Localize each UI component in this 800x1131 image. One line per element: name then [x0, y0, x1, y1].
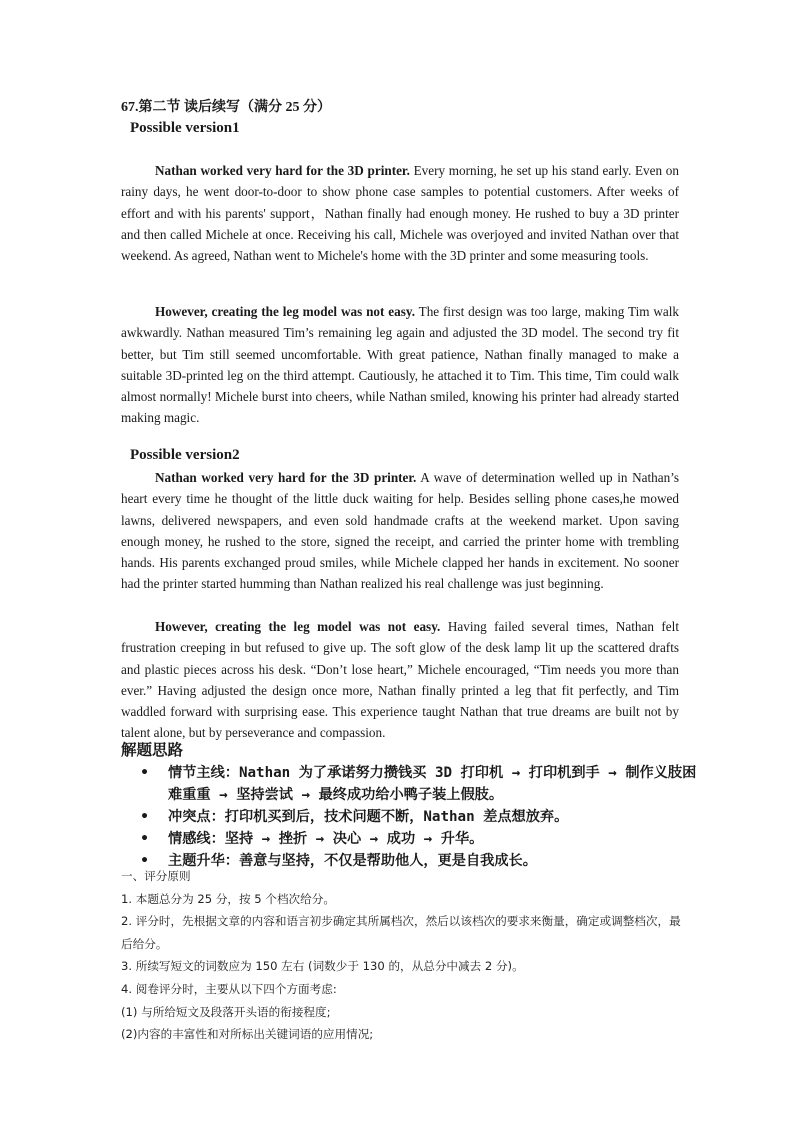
- analysis-list: [140, 762, 700, 872]
- analysis-point: • 主题升华：善意与坚持，不仅是帮助他人，更是自我成长。: [140, 850, 700, 872]
- version2-paragraph-1: [121, 467, 679, 595]
- analysis-point: • 情节主线：Nathan 为了承诺努力攒钱买 3D 打印机 → 打印机到手 → 制作义肢困难重重 → 坚持尝试 → 最终成功给小鸭子装上假肢。: [140, 762, 700, 806]
- version2-paragraph-2: [121, 616, 679, 744]
- scoring-item: 4. 阅卷评分时，主要从以下四个方面考虑:: [121, 981, 337, 996]
- paragraph-lead: However, creating the leg model was not easy.: [155, 304, 416, 319]
- version1-paragraph-1: [121, 160, 679, 266]
- analysis-point: • 情感线：坚持 → 挫折 → 决心 → 成功 → 升华。: [140, 828, 700, 850]
- scoring-item: (2)内容的丰富性和对所标出关键词语的应用情况;: [121, 1027, 374, 1042]
- scoring-item: 3. 所续写短文的词数应为 150 左右 (词数少于 130 的，从总分中减去 2 分)。: [121, 959, 524, 974]
- version2-title: Possible version2: [130, 447, 240, 463]
- section-title: 67.第二节 读后续写（满分 25 分）: [121, 100, 331, 115]
- scoring-section: [121, 865, 681, 1046]
- paragraph-lead: Nathan worked very hard for the 3D printer.: [155, 163, 410, 178]
- scoring-heading: 一、评分原则: [121, 869, 191, 883]
- analysis-point: • 冲突点：打印机买到后，技术问题不断，Nathan 差点想放弃。: [140, 806, 700, 828]
- version1-title: Possible version1: [130, 120, 240, 136]
- paragraph-text: The first design was too large, making Tim walk awkwardly. Nathan measured Tim’s remaining leg again and adjusted the 3D model. The second try fit better, but Tim still seemed uncomfortable. With great patience, Nathan finally managed to make a suitable 3D-printed leg on the third attempt. Cautiously, he attached it to Tim. This time, Tim could walk almost normally! Michele burst into cheers, while Nathan smiled, knowing his printer had already started making magic.: [121, 304, 679, 426]
- paragraph-text: A wave of determination welled up in Nathan’s heart every time he thought of the little duck waiting for help. Besides selling phone cases,he mowed lawns, delivered newspapers, and even sold handmade crafts at the weekend market. Upon saving enough money, he rushed to the store, signed the receipt, and carried the printer home with trembling hands. His parents exchanged proud smiles, while Michele clapped her hands in excitement. No sooner had the printer started humming than Nathan realized his real challenge was just beginning.: [121, 470, 679, 592]
- paragraph-lead: Nathan worked very hard for the 3D printer.: [155, 470, 417, 485]
- scoring-item: 2. 评分时，先根据文章的内容和语言初步确定其所属档次，然后以该档次的要求来衡量，确定或调整档次，最后给分。: [121, 914, 681, 951]
- analysis-heading: 解题思路: [121, 741, 184, 759]
- paragraph-lead: However, creating the leg model was not easy.: [155, 619, 441, 634]
- paragraph-text: Having failed several times, Nathan felt frustration creeping in but refused to give up. The soft glow of the desk lamp lit up the scattered drafts and plastic pieces across his desk. “Don’t lose heart,” Michele encouraged, “Tim needs you more than ever.” Having adjusted the design once more, Nathan finally printed a leg that fit perfectly, and Tim waddled forward with surprising ease. This experience taught Nathan that true dreams are built not by talent alone, but by perseverance and compassion.: [121, 619, 679, 741]
- paragraph-text: Every morning, he set up his stand early. Even on rainy days, he went door-to-door to show phone case samples to potential customers. After weeks of effort and with his parents' support，Nathan finally had enough money. He rushed to buy a 3D printer and then called Michele at once. Receiving his call, Michele was overjoyed and invited Nathan over that weekend. As agreed, Nathan went to Michele's home with the 3D printer and some measuring tools.: [121, 163, 679, 264]
- scoring-item: (1) 与所给短文及段落开头语的衔接程度;: [121, 1004, 331, 1019]
- version1-paragraph-2: [121, 301, 679, 429]
- scoring-item: 1. 本题总分为 25 分，按 5 个档次给分。: [121, 891, 335, 906]
